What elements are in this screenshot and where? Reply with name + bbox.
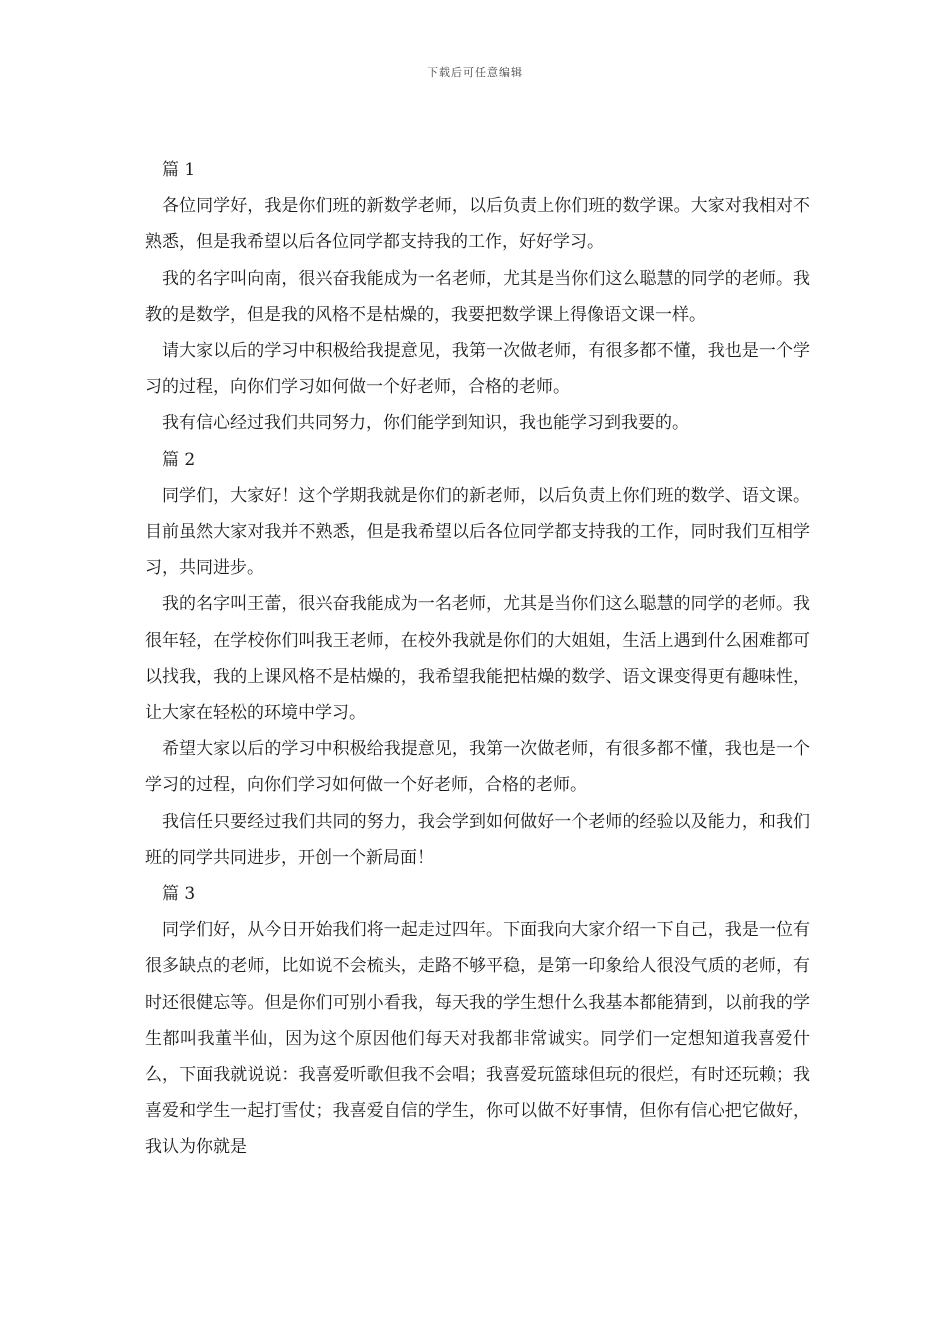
section-2	[145, 442, 810, 876]
section-heading: 篇 2	[162, 449, 196, 470]
section-1	[145, 152, 810, 442]
paragraph: 各位同学好，我是你们班的新数学老师，以后负责上你们班的数学课。大家对我相对不熟悉，但是我希望以后各位同学都支持我的工作，好好学习。	[145, 196, 810, 253]
paragraph: 我的名字叫向南，很兴奋我能成为一名老师，尤其是当你们这么聪慧的同学的老师。我教的是数学，但是我的风格不是枯燥的，我要把数学课上得像语文课一样。	[145, 268, 810, 325]
paragraph: 我有信心经过我们共同努力，你们能学到知识，我也能学习到我要的。	[162, 413, 689, 434]
paragraph: 我的名字叫王蕾，很兴奋我能成为一名老师，尤其是当你们这么聪慧的同学的老师。我很年轻，在学校你们叫我王老师，在校外我就是你们的大姐姐，生活上遇到什么困难都可以找我，我的上课风格不是枯燥的，我希望我能把枯燥的数学、语文课变得更有趣味性，让大家在轻松的环境中学习。	[145, 594, 810, 724]
paragraph: 请大家以后的学习中积极给我提意见，我第一次做老师，有很多都不懂，我也是一个学习的过程，向你们学习如何做一个好老师，合格的老师。	[145, 341, 810, 398]
paragraph: 同学们，大家好！这个学期我就是你们的新老师，以后负责上你们班的数学、语文课。目前虽然大家对我并不熟悉，但是我希望以后各位同学都支持我的工作，同时我们互相学习，共同进步。	[145, 485, 810, 579]
page-header: 下载后可任意编辑	[427, 66, 523, 79]
paragraph: 同学们好，从今日开始我们将一起走过四年。下面我向大家介绍一下自己，我是一位有很多缺点的老师，比如说不会梳头，走路不够平稳，是第一印象给人很没气质的老师，有时还很健忘等。但是你们可别小看我，每天我的学生想什么我基本都能猜到，以前我的学生都叫我董半仙，因为这个原因他们每天对我都非常诚实。同学们一定想知道我喜爱什么，下面我就说说：我喜爱听歌但我不会唱；我喜爱玩篮球但玩的很烂，有时还玩赖；我喜爱和学生一起打雪仗；我喜爱自信的学生，你可以做不好事情，但你有信心把它做好，我认为你就是	[145, 920, 810, 1158]
paragraph: 希望大家以后的学习中积极给我提意见，我第一次做老师，有很多都不懂，我也是一个学习的过程，向你们学习如何做一个好老师，合格的老师。	[145, 739, 810, 796]
section-3	[145, 876, 810, 1166]
paragraph: 我信任只要经过我们共同的努力，我会学到如何做好一个老师的经验以及能力，和我们班的同学共同进步，开创一个新局面！	[145, 811, 810, 868]
section-heading: 篇 1	[162, 160, 196, 180]
document-body	[145, 152, 810, 1166]
section-heading: 篇 3	[162, 884, 196, 905]
